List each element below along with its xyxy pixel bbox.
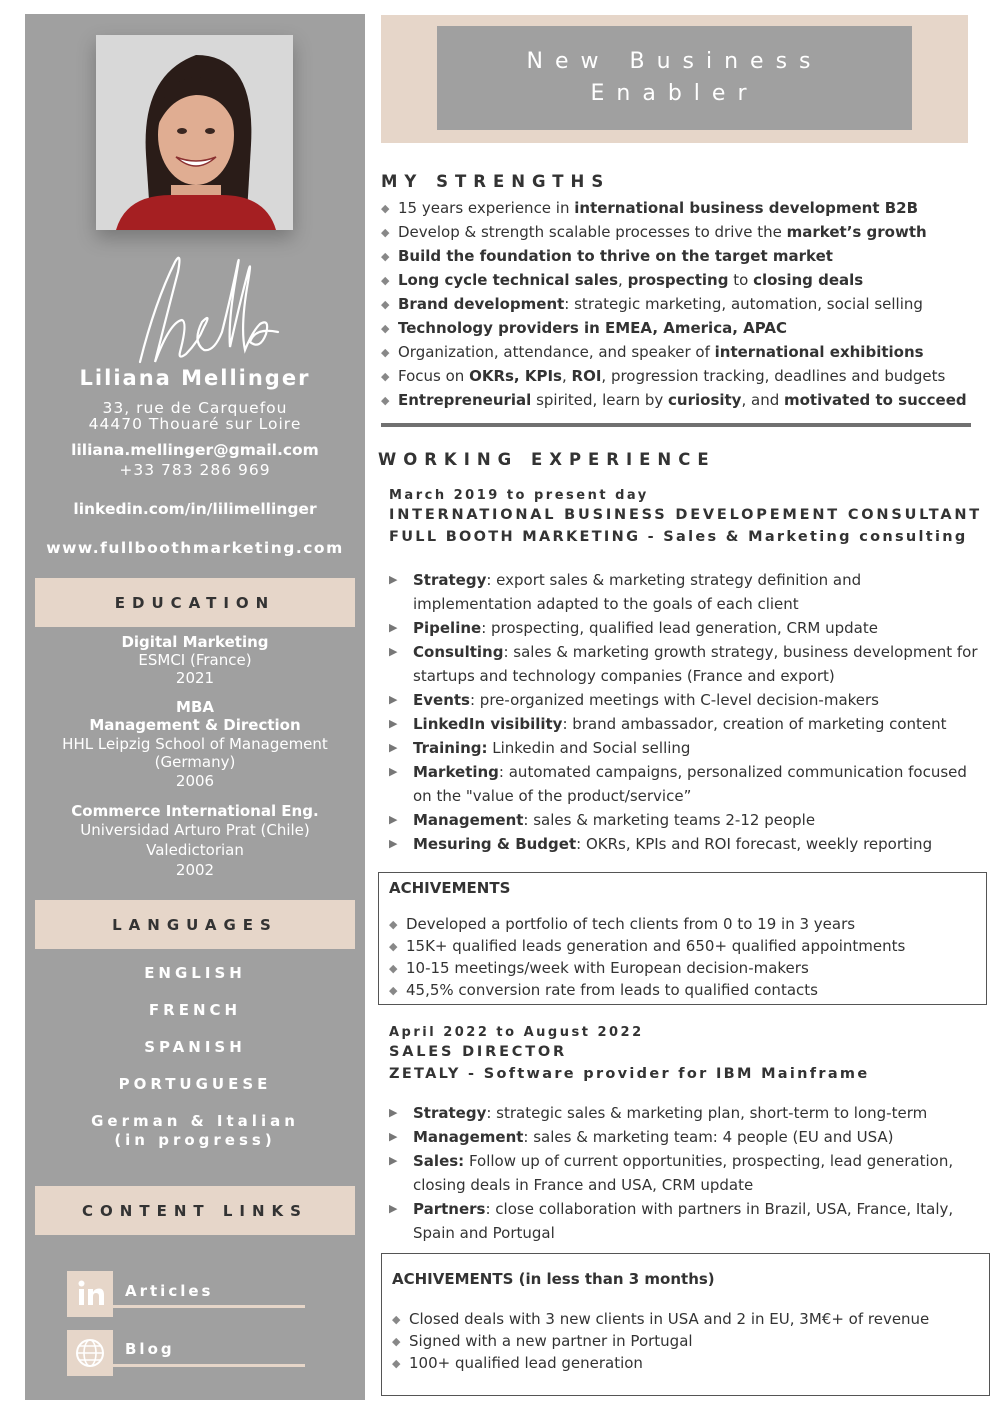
bold-text: market’s growth (786, 223, 927, 241)
text-run: Focus on (398, 367, 470, 385)
achievement-item (392, 1332, 693, 1350)
triangle-bullet-icon: ▶ (389, 1154, 398, 1167)
text-run: : strategic marketing, automation, social selling (564, 295, 923, 313)
text-run: spirited, learn by (531, 391, 669, 409)
diamond-bullet-icon: ◆ (389, 918, 398, 931)
languages-header: LANGUAGES (35, 900, 355, 949)
sidebar (25, 14, 365, 1400)
text-run: : export sales & marketing strategy definition and implementation adapted to the goals of each client (413, 571, 862, 613)
title-box (437, 26, 912, 130)
achievement-item (392, 1310, 929, 1328)
content-links-header: CONTENT LINKS (35, 1186, 355, 1235)
text-run: : sales & marketing team: 4 people (EU and USA) (523, 1128, 894, 1146)
education-line: 2006 (175, 772, 215, 790)
text-run: Follow up of current opportunities, prospecting, lead generation, closing deals in France and USA, CRM update (413, 1152, 954, 1194)
achievement-item (389, 959, 809, 977)
diamond-bullet-icon: ◆ (392, 1335, 401, 1348)
task-text (389, 832, 979, 856)
text-run: : sales & marketing teams 2-12 people (523, 811, 816, 829)
bold-text: motivated to succeed (784, 391, 967, 409)
education-line: Management & Direction (89, 716, 301, 734)
bold-text: Brand development (398, 295, 565, 313)
text-run: : sales & marketing growth strategy, business development for startups and technology companies (France and export) (413, 643, 978, 685)
text-run: Organization, attendance, and speaker of (398, 343, 715, 361)
language-item: ENGLISH (144, 964, 246, 982)
strengths-title: MY STRENGTHS (381, 172, 611, 191)
bold-text: closing deals (753, 271, 864, 289)
achievement-item (389, 915, 855, 933)
diamond-bullet-icon: ◆ (381, 202, 390, 215)
text-run: : brand ambassador, creation of marketing content (562, 715, 947, 733)
bold-text: curiosity (668, 391, 742, 409)
experience-title: WORKING EXPERIENCE (378, 450, 716, 469)
text-run: , progression tracking, deadlines and budgets (601, 367, 946, 385)
text-run: : prospecting, qualified lead generation, CRM update (481, 619, 878, 637)
title-line-2: Enabler (590, 81, 759, 106)
bold-text: international exhibitions (714, 343, 924, 361)
bold-text: ROI (571, 367, 602, 385)
strength-item (381, 319, 787, 337)
task-item (389, 688, 979, 712)
strength-item (381, 271, 863, 289)
diamond-bullet-icon: ◆ (381, 370, 390, 383)
diamond-bullet-icon: ◆ (381, 274, 390, 287)
job-2-achievements-title: ACHIVEMENTS (in less than 3 months) (392, 1270, 715, 1288)
task-text (389, 1125, 979, 1149)
task-text (389, 808, 979, 832)
bold-text: Events (413, 691, 470, 709)
blog-underline (113, 1364, 305, 1367)
language-item: German & Italian (91, 1112, 299, 1130)
education-line: 2021 (175, 669, 215, 687)
blog-link[interactable]: Blog (125, 1340, 175, 1358)
task-item (389, 736, 979, 760)
profile-name: Liliana Mellinger (79, 366, 311, 390)
bold-text: Build the foundation to thrive on the target market (398, 247, 833, 265)
diamond-bullet-icon: ◆ (381, 322, 390, 335)
education-line: Universidad Arturo Prat (Chile) (80, 821, 310, 839)
achievement-item (389, 937, 905, 955)
bold-text: Partners (413, 1200, 486, 1218)
email-link[interactable]: liliana.mellinger@gmail.com (71, 441, 319, 459)
task-item (389, 808, 979, 832)
address-line-1: 33, rue de Carquefou (102, 399, 288, 417)
task-text (389, 640, 979, 688)
diamond-bullet-icon: ◆ (381, 250, 390, 263)
job-1-achievements-title: ACHIVEMENTS (389, 879, 511, 897)
text-run: : strategic sales & marketing plan, short-term to long-term (486, 1104, 928, 1122)
bold-text: international business development B2B (574, 199, 919, 217)
bold-text: Strategy (413, 1104, 487, 1122)
triangle-bullet-icon: ▶ (389, 1106, 398, 1119)
bold-text: Consulting (413, 643, 504, 661)
triangle-bullet-icon: ▶ (389, 621, 398, 634)
achievement-text: Developed a portfolio of tech clients from 0 to 19 in 3 years (406, 915, 856, 933)
job-2-achievements-box (381, 1253, 990, 1396)
education-line: Valedictorian (146, 841, 244, 859)
text-run: : close collaboration with partners in Brazil, USA, France, Italy, Spain and Portugal (413, 1200, 954, 1242)
triangle-bullet-icon: ▶ (389, 573, 398, 586)
job-1-role: INTERNATIONAL BUSINESS DEVELOPEMENT CONSULTANT (389, 507, 982, 523)
diamond-bullet-icon: ◆ (389, 940, 398, 953)
diamond-bullet-icon: ◆ (381, 226, 390, 239)
task-text (389, 760, 979, 808)
education-line: HHL Leipzig School of Management (62, 735, 328, 753)
language-item: FRENCH (148, 1001, 242, 1019)
task-item (389, 568, 979, 616)
strength-item (381, 199, 918, 217)
diamond-bullet-icon: ◆ (381, 394, 390, 407)
task-item (389, 832, 979, 856)
bold-text: Long cycle technical sales (398, 271, 619, 289)
achievement-text: 45,5% conversion rate from leads to qualified contacts (406, 981, 818, 999)
triangle-bullet-icon: ▶ (389, 837, 398, 850)
task-text (389, 688, 979, 712)
triangle-bullet-icon: ▶ (389, 645, 398, 658)
language-item: (in progress) (114, 1131, 276, 1149)
achievement-text: 10-15 meetings/week with European decision-makers (406, 959, 809, 977)
triangle-bullet-icon: ▶ (389, 765, 398, 778)
diamond-bullet-icon: ◆ (389, 984, 398, 997)
task-item (389, 616, 979, 640)
articles-underline (113, 1305, 305, 1308)
address-line-2: 44470 Thouaré sur Loire (88, 415, 302, 433)
linkedin-link[interactable]: linkedin.com/in/lilimellinger (73, 500, 317, 518)
education-line: Digital Marketing (121, 633, 269, 651)
triangle-bullet-icon: ▶ (389, 1130, 398, 1143)
phone-number: +33 783 286 969 (119, 461, 271, 479)
task-text (389, 1101, 979, 1125)
task-item (389, 1101, 979, 1125)
bold-text: LinkedIn visibility (413, 715, 563, 733)
diamond-bullet-icon: ◆ (381, 298, 390, 311)
diamond-bullet-icon: ◆ (392, 1313, 401, 1326)
bold-text: Entrepreneurial (398, 391, 532, 409)
bold-text: Pipeline (413, 619, 482, 637)
strength-item (381, 223, 927, 241)
task-text (389, 736, 979, 760)
bold-text: Sales: (413, 1152, 465, 1170)
bold-text: Management (413, 1128, 524, 1146)
education-line: MBA (176, 698, 214, 716)
task-text (389, 1197, 979, 1245)
task-item (389, 1149, 979, 1197)
task-text (389, 616, 979, 640)
text-run: Linkedin and Social selling (487, 739, 691, 757)
language-item: SPANISH (144, 1038, 246, 1056)
section-divider (381, 423, 971, 427)
education-line: 2002 (175, 861, 215, 879)
strength-item (381, 391, 967, 409)
strength-item (381, 343, 924, 361)
task-item (389, 1125, 979, 1149)
education-line: (Germany) (154, 753, 236, 771)
triangle-bullet-icon: ▶ (389, 693, 398, 706)
globe-icon[interactable] (67, 1330, 113, 1376)
education-header: EDUCATION (35, 578, 355, 627)
text-run: , (561, 367, 572, 385)
achievement-text: Signed with a new partner in Portugal (409, 1332, 693, 1350)
achievement-text: 100+ qualified lead generation (409, 1354, 643, 1372)
education-line: Commerce International Eng. (71, 802, 319, 820)
achievement-item (389, 981, 818, 999)
language-item: PORTUGUESE (118, 1075, 272, 1093)
job-2-company: ZETALY - Software provider for IBM Mainframe (389, 1066, 870, 1082)
bold-text: prospecting (627, 271, 729, 289)
task-item (389, 712, 979, 736)
task-item (389, 640, 979, 688)
task-text (389, 712, 979, 736)
text-run: 15 years experience in (398, 199, 575, 217)
job-1-date: March 2019 to present day (389, 488, 649, 503)
strength-item (381, 295, 923, 313)
triangle-bullet-icon: ▶ (389, 717, 398, 730)
achievement-text: 15K+ qualified leads generation and 650+ qualified appointments (406, 937, 906, 955)
text-run: : pre-organized meetings with C-level decision-makers (469, 691, 879, 709)
text-run: Develop & strength scalable processes to drive the (398, 223, 787, 241)
title-banner (381, 15, 968, 143)
articles-link[interactable]: Articles (125, 1282, 214, 1300)
task-text (389, 1149, 979, 1197)
task-item (389, 760, 979, 808)
bold-text: Mesuring & Budget (413, 835, 577, 853)
bold-text: Marketing (413, 763, 499, 781)
diamond-bullet-icon: ◆ (389, 962, 398, 975)
linkedin-icon[interactable] (67, 1271, 113, 1317)
profile-photo (96, 35, 293, 230)
bold-text: Management (413, 811, 524, 829)
triangle-bullet-icon: ▶ (389, 741, 398, 754)
achievement-item (392, 1354, 643, 1372)
achievement-text: Closed deals with 3 new clients in USA and 2 in EU, 3M€+ of revenue (409, 1310, 930, 1328)
diamond-bullet-icon: ◆ (392, 1357, 401, 1370)
strength-item (381, 367, 945, 385)
triangle-bullet-icon: ▶ (389, 813, 398, 826)
strength-item (381, 247, 833, 265)
text-run: : automated campaigns, personalized communication focused on the "value of the product/service” (413, 763, 967, 805)
education-line: ESMCI (France) (138, 651, 252, 669)
text-run: : OKRs, KPIs and ROI forecast, weekly reporting (576, 835, 933, 853)
bold-text: Training: (413, 739, 488, 757)
job-1-company: FULL BOOTH MARKETING - Sales & Marketing consulting (389, 529, 968, 545)
bold-text: Technology providers in EMEA, America, APAC (398, 319, 787, 337)
bold-text: OKRs, KPIs (469, 367, 562, 385)
job-2-role: SALES DIRECTOR (389, 1044, 568, 1060)
triangle-bullet-icon: ▶ (389, 1202, 398, 1215)
bold-text: Strategy (413, 571, 487, 589)
text-run: , and (741, 391, 784, 409)
text-run: , (618, 271, 628, 289)
website-link[interactable]: www.fullboothmarketing.com (46, 539, 344, 557)
hello-script (120, 242, 280, 372)
job-1-achievements-box (378, 872, 987, 1005)
job-2-date: April 2022 to August 2022 (389, 1025, 644, 1040)
task-item (389, 1197, 979, 1245)
text-run: to (728, 271, 754, 289)
diamond-bullet-icon: ◆ (381, 346, 390, 359)
task-text (389, 568, 979, 616)
title-line-1: New Business (526, 49, 823, 74)
